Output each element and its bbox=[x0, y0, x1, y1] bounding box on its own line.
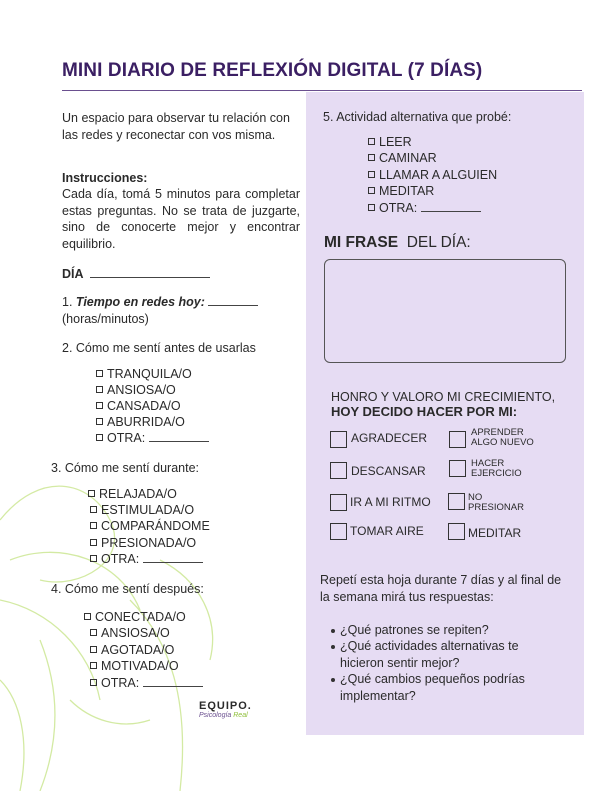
q4-option[interactable]: ANSIOSA/O bbox=[90, 625, 170, 642]
q3-option[interactable]: RELAJADA/O bbox=[88, 486, 177, 503]
growth-item-label: MEDITAR bbox=[468, 526, 522, 540]
checkbox-icon[interactable] bbox=[90, 662, 97, 669]
other-blank-line[interactable] bbox=[143, 551, 203, 563]
growth-checkbox[interactable] bbox=[330, 462, 347, 479]
q3-option[interactable]: ESTIMULADA/O bbox=[90, 502, 194, 519]
other-blank-line[interactable] bbox=[143, 675, 203, 687]
growth-item-label: APRENDER ALGO NUEVO bbox=[471, 427, 534, 448]
checkbox-icon[interactable] bbox=[96, 402, 103, 409]
instructions-heading: Instrucciones: bbox=[62, 171, 148, 185]
q5-option[interactable]: LLAMAR A ALGUIEN bbox=[368, 167, 497, 184]
growth-line1: HONRO Y VALORO MI CRECIMIENTO, bbox=[331, 390, 556, 404]
growth-item-label: AGRADECER bbox=[351, 431, 428, 445]
checkbox-icon[interactable] bbox=[88, 490, 95, 497]
growth-checkbox[interactable] bbox=[330, 431, 347, 448]
day-label: DÍA bbox=[62, 267, 84, 281]
q3-label: 3. Cómo me sentí durante: bbox=[51, 461, 199, 475]
growth-checkbox[interactable] bbox=[330, 494, 347, 511]
checkbox-icon[interactable] bbox=[368, 204, 375, 211]
intro-text: Un espacio para observar tu relación con las redes y reconectar con vos misma. bbox=[62, 111, 290, 142]
q1-unit: (horas/minutos) bbox=[62, 312, 149, 326]
growth-checkbox[interactable] bbox=[448, 523, 465, 540]
checkbox-icon[interactable] bbox=[368, 154, 375, 161]
q3-option-other[interactable]: OTRA: bbox=[90, 551, 203, 568]
q2-option[interactable]: TRANQUILA/O bbox=[96, 366, 192, 383]
q5-option[interactable]: MEDITAR bbox=[368, 183, 434, 200]
checkbox-icon[interactable] bbox=[90, 679, 97, 686]
checkbox-icon[interactable] bbox=[84, 613, 91, 620]
q3-option[interactable]: COMPARÁNDOME bbox=[90, 518, 210, 535]
checkbox-icon[interactable] bbox=[96, 434, 103, 441]
q2-option-other[interactable]: OTRA: bbox=[96, 430, 209, 447]
q2-option[interactable]: ABURRIDA/O bbox=[96, 414, 185, 431]
checkbox-icon[interactable] bbox=[368, 187, 375, 194]
page-title: MINI DIARIO DE REFLEXIÓN DIGITAL (7 DÍAS) bbox=[62, 60, 483, 81]
day-field[interactable] bbox=[62, 266, 210, 283]
phrase-title-rest: DEL DÍA: bbox=[406, 234, 471, 251]
q2-option[interactable]: ANSIOSA/O bbox=[96, 382, 176, 399]
q4-option[interactable]: CONECTADA/O bbox=[84, 609, 186, 626]
growth-checkbox[interactable] bbox=[449, 460, 466, 477]
checkbox-icon[interactable] bbox=[90, 555, 97, 562]
closing-text: Repetí esta hoja durante 7 días y al final de la semana mirá tus respuestas: bbox=[320, 573, 562, 604]
bullet-icon bbox=[331, 678, 335, 682]
other-blank-line[interactable] bbox=[421, 200, 481, 212]
logo-subtitle: Psicología Real bbox=[199, 712, 248, 719]
bullet-icon bbox=[331, 645, 335, 649]
checkbox-icon[interactable] bbox=[96, 386, 103, 393]
q5-option-other[interactable]: OTRA: bbox=[368, 200, 481, 217]
q5-option[interactable]: LEER bbox=[368, 134, 412, 151]
checkbox-icon[interactable] bbox=[90, 522, 97, 529]
growth-checkbox[interactable] bbox=[449, 431, 466, 448]
checkbox-icon[interactable] bbox=[90, 629, 97, 636]
q5-option[interactable]: CAMINAR bbox=[368, 150, 437, 167]
q5-label: 5. Actividad alternativa que probé: bbox=[323, 110, 512, 124]
growth-item-label: NO PRESIONAR bbox=[468, 492, 524, 513]
phrase-title-bold: MI FRASE bbox=[324, 234, 399, 251]
brand-logo bbox=[199, 700, 279, 719]
q4-label: 4. Cómo me sentí después: bbox=[51, 582, 204, 596]
q2-option[interactable]: CANSADA/O bbox=[96, 398, 181, 415]
instructions-text: Cada día, tomá 5 minutos para completar estas preguntas. No se trata de juzgarte, sino de conocerte mejor y encontrar equilibrio. bbox=[62, 187, 300, 251]
q4-option[interactable]: MOTIVADA/O bbox=[90, 658, 179, 675]
title-divider bbox=[62, 90, 582, 91]
q4-option-other[interactable]: OTRA: bbox=[90, 675, 203, 692]
phrase-input-box[interactable] bbox=[324, 259, 566, 363]
checkbox-icon[interactable] bbox=[96, 418, 103, 425]
checkbox-icon[interactable] bbox=[90, 539, 97, 546]
q3-option[interactable]: PRESIONADA/O bbox=[90, 535, 196, 552]
checkbox-icon[interactable] bbox=[90, 646, 97, 653]
q1-blank-line[interactable] bbox=[208, 294, 258, 306]
q1-number: 1. bbox=[62, 295, 73, 309]
phrase-title bbox=[324, 234, 471, 252]
growth-item-label: IR A MI RITMO bbox=[350, 495, 431, 509]
growth-line2: HOY DECIDO HACER POR MI: bbox=[331, 404, 518, 419]
checkbox-icon[interactable] bbox=[96, 370, 103, 377]
checkbox-icon[interactable] bbox=[368, 171, 375, 178]
growth-item-label: TOMAR AIRE bbox=[350, 524, 424, 538]
growth-checkbox[interactable] bbox=[448, 493, 465, 510]
growth-checkbox[interactable] bbox=[330, 523, 347, 540]
closing-bullet: ¿Qué actividades alternativas te hicieron sentir mejor? bbox=[340, 639, 519, 670]
bullet-icon bbox=[331, 629, 335, 633]
growth-item-label: DESCANSAR bbox=[351, 464, 426, 478]
other-blank-line[interactable] bbox=[149, 430, 209, 442]
q4-option[interactable]: AGOTADA/O bbox=[90, 642, 174, 659]
q1-time-in-social-media[interactable] bbox=[62, 294, 258, 311]
q2-label: 2. Cómo me sentí antes de usarlas bbox=[62, 341, 256, 355]
checkbox-icon[interactable] bbox=[90, 506, 97, 513]
logo-main-text: EQUIPO. bbox=[199, 700, 252, 712]
day-blank-line[interactable] bbox=[90, 266, 210, 278]
checkbox-icon[interactable] bbox=[368, 138, 375, 145]
q1-label: Tiempo en redes hoy: bbox=[75, 295, 205, 309]
closing-bullet: ¿Qué cambios pequeños podrías implementar? bbox=[340, 672, 525, 703]
growth-item-label: HACER EJERCICIO bbox=[471, 458, 522, 479]
closing-bullet: ¿Qué patrones se repiten? bbox=[340, 623, 489, 637]
